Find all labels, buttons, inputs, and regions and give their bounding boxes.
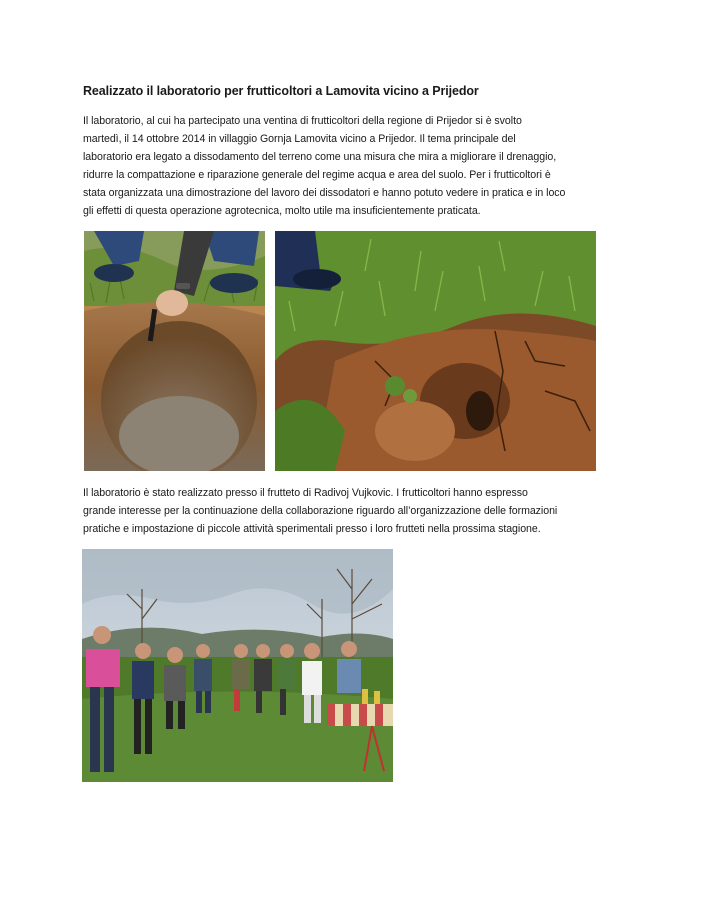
- paragraph-line: gli effetti di questa operazione agrotecnica, molto utile ma insuficientemente praticata.: [83, 205, 481, 217]
- photo-soil-pit-hand: [84, 231, 265, 471]
- photo-farmers-group: [82, 549, 393, 782]
- paragraph-line: Il laboratorio è stato realizzato presso il frutteto di Radivoj Vujkovic. I frutticoltori hanno espresso: [83, 487, 528, 499]
- paragraph-intro: [83, 112, 565, 220]
- paragraph-line: pratiche e impostazione di piccole attività sperimentali presso i loro frutteti nella prossima stagione.: [83, 523, 541, 535]
- paragraph-line: martedì, il 14 ottobre 2014 in villaggio Gornja Lamovita vicino a Prijedor. Il tema principale del: [83, 133, 516, 145]
- paragraph-line: stata organizzata una dimostrazione del lavoro dei dissodatori e hanno potuto vedere in pratica e in loco: [83, 187, 566, 199]
- photo-soil-cracks: [275, 231, 596, 471]
- document-title: Realizzato il laboratorio per frutticoltori a Lamovita vicino a Prijedor: [83, 84, 479, 98]
- paragraph-line: grande interesse per la continuazione della collaborazione riguardo all’organizzazione delle formazioni: [83, 505, 558, 517]
- paragraph-location: [83, 484, 557, 538]
- paragraph-line: laboratorio era legato a dissodamento del terreno come una misura che mira a migliorare il drenaggio,: [83, 151, 557, 163]
- paragraph-line: Il laboratorio, al cui ha partecipato una ventina di frutticoltori della regione di Prijedor si è svolto: [83, 115, 522, 127]
- paragraph-line: ridurre la compattazione e riparazione generale del regime acqua e area del suolo. Per i frutticoltori è: [83, 169, 551, 181]
